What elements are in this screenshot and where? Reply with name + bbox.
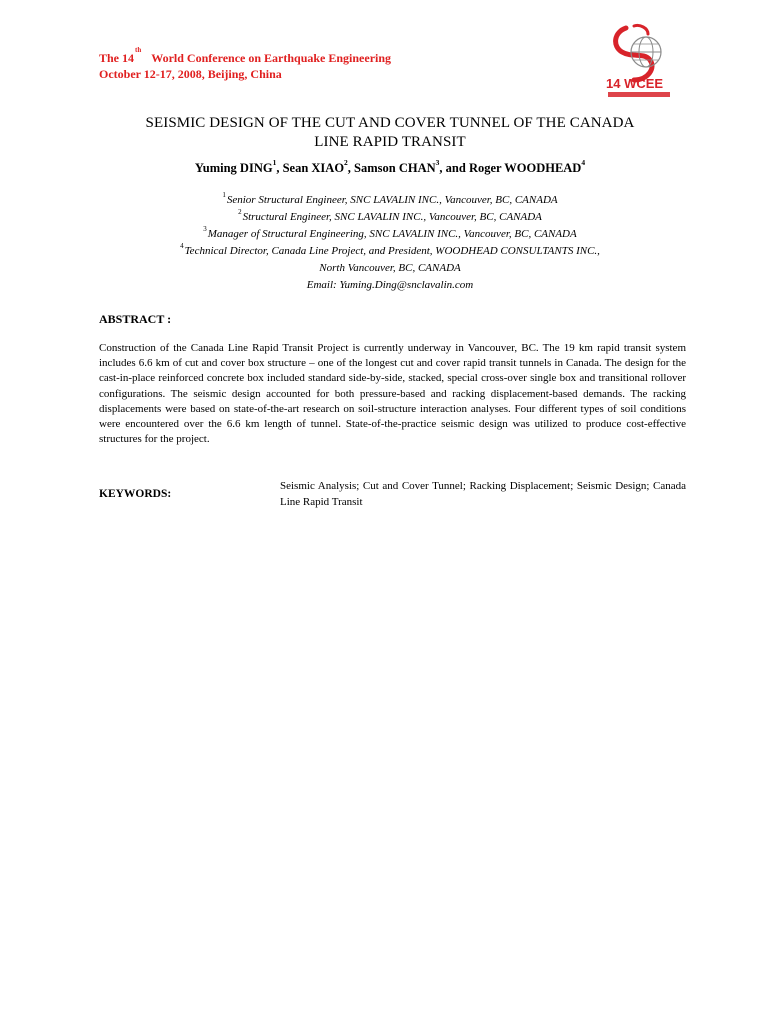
author-separator: , and [439,161,469,176]
logo-text: 14 WCEE [606,76,664,91]
affiliation-continuation: North Vancouver, BC, CANADA [319,262,461,274]
conference-line-2: October 12-17, 2008, Beijing, China [99,67,282,81]
author-name: Samson CHAN [354,161,436,176]
affiliation-marker: 2 [238,208,242,216]
author-affiliation-marker: 2 [344,158,348,167]
affiliation-text: Structural Engineer, SNC LAVALIN INC., Vancouver, BC, CANADA [242,211,542,223]
author-affiliation-marker: 3 [435,158,440,167]
author-separator: , [276,161,283,176]
conference-line-1 [99,46,392,66]
paper-title-line-2: LINE RAPID TRANSIT [314,134,466,150]
author-list [90,160,690,176]
author-name: Sean XIAO [282,161,345,176]
affiliation-line [90,226,690,243]
affiliation-line [90,192,690,209]
affiliation-marker: 4 [180,242,184,250]
abstract-text: Construction of the Canada Line Rapid Transit Project is currently underway in Vancouver, BC. The 19 km rapid transit system includes 6.6 km of cut and cover box structure – one of the longest cut and cover rapid transit tunnels in Canada. The design for the cast-in-place reinforced concrete box included standard side-by-side, stacked, special cross-over single box and transitional rollover configurations. The seismic design accounted for both pressure-based and racking displacement-based demands. The racking displacements were based on state-of-the-art research on soil-structure interaction analyses. Four different types of soil conditions were encountered over the 6.6 km length of tunnel. State-of-the-practice seismic design was utilized to produce cost-effective structures for the project. [99,342,686,446]
conference-name: World Conference on Earthquake Engineering [151,51,392,65]
keywords-heading: KEYWORDS: [99,488,172,500]
affiliation-block [90,192,690,294]
affiliation-text: Senior Structural Engineer, SNC LAVALIN INC., Vancouver, BC, CANADA [226,194,558,206]
affiliation-marker: 1 [222,191,226,199]
wcee-logo-icon [604,22,674,102]
author-affiliation-marker: 4 [581,158,586,167]
affiliation-text: Manager of Structural Engineering, SNC LAVALIN INC., Vancouver, BC, CANADA [207,228,577,240]
affiliation-marker: 3 [203,225,207,233]
affiliation-line [90,243,690,260]
paper-title [90,114,690,152]
conference-header [99,46,392,82]
keywords-text: Seismic Analysis; Cut and Cover Tunnel; Racking Displacement; Seismic Design; Canada Line Rapid Transit [280,480,686,508]
conference-edition-suffix: th [135,46,142,54]
abstract-heading: ABSTRACT : [99,312,172,326]
author-separator: , [347,161,355,176]
affiliation-text: Technical Director, Canada Line Project, and President, WOODHEAD CONSULTANTS INC., [184,245,600,257]
paper-title-line-1: SEISMIC DESIGN OF THE CUT AND COVER TUNNEL OF THE CANADA [145,115,635,131]
author-name: Yuming DING [194,161,273,176]
contact-email: Email: Yuming.Ding@snclavalin.com [306,279,474,291]
affiliation-line [90,209,690,226]
author-affiliation-marker: 1 [272,158,277,167]
author-name: Roger WOODHEAD [468,161,582,176]
conference-edition: The 14 [99,51,135,65]
